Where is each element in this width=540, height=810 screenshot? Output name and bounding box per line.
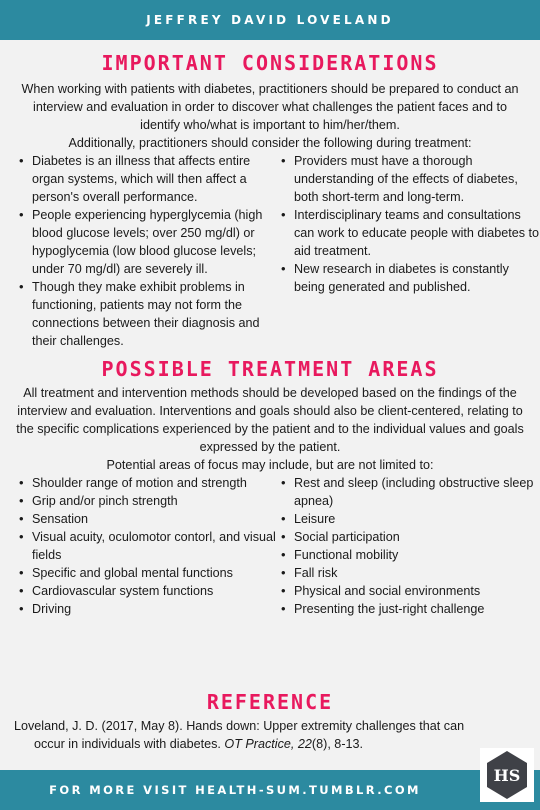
list-item: • Grip and/or pinch strength — [32, 492, 282, 510]
considerations-left-list — [18, 152, 272, 350]
reference-heading: REFERENCE — [206, 690, 334, 714]
header-bar — [0, 0, 540, 40]
considerations-intro: When working with patients with diabetes, practitioners should be prepared to conduct an interview and evaluation in order to discover what challenges the patient faces and to identify who/what is important to him/her/them. — [21, 82, 519, 132]
list-item: • Diabetes is an illness that affects entire organ systems, which will then affect a person's overall performance. — [32, 152, 272, 206]
considerations-heading: IMPORTANT CONSIDERATIONS — [101, 51, 439, 75]
list-item: • Rest and sleep (including obstructive sleep apnea) — [294, 474, 540, 510]
list-item: • Specific and global mental functions — [32, 564, 282, 582]
footer-link[interactable]: FOR MORE VISIT HEALTH-SUM.TUMBLR.COM — [49, 783, 421, 797]
reference-line-2-prefix: occur in individuals with diabetes. — [34, 737, 225, 751]
list-item: • Cardiovascular system functions — [32, 582, 282, 600]
reference-citation — [14, 717, 514, 753]
reference-line-2 — [14, 735, 514, 753]
list-item: • Interdisciplinary teams and consultations can work to educate people with diabetes to aid treatment. — [294, 206, 540, 260]
treatment-lead: Potential areas of focus may include, but are not limited to: — [106, 458, 434, 472]
reference-journal: OT Practice, 22 — [224, 737, 312, 751]
considerations-right-list — [280, 152, 540, 296]
list-item: • Providers must have a thorough understanding of the effects of diabetes, both short-term and long-term. — [294, 152, 540, 206]
list-item: • Though they make exhibit problems in functioning, patients may not form the connections between their diagnosis and their challenges. — [32, 278, 272, 350]
list-item: • People experiencing hyperglycemia (high blood glucose levels; over 250 mg/dl) or hypoglycemia (low blood glucose levels; under 70 mg/dl) are severely ill. — [32, 206, 272, 278]
reference-issue: (8), 8-13. — [311, 737, 364, 751]
list-item: • Shoulder range of motion and strength — [32, 474, 282, 492]
treatment-heading: POSSIBLE TREATMENT AREAS — [101, 357, 439, 381]
treatment-right-list — [280, 474, 540, 618]
list-item: • Visual acuity, oculomotor contorl, and visual fields — [32, 528, 282, 564]
reference-line-1: Loveland, J. D. (2017, May 8). Hands down: Upper extremity challenges that can — [14, 719, 465, 733]
list-item: • Functional mobility — [294, 546, 540, 564]
hs-logo — [480, 748, 534, 802]
list-item: • Social participation — [294, 528, 540, 546]
list-item: • Presenting the just-right challenge — [294, 600, 540, 618]
list-item: • Driving — [32, 600, 282, 618]
list-item: • Physical and social environments — [294, 582, 540, 600]
list-item: • Sensation — [32, 510, 282, 528]
list-item: • Leisure — [294, 510, 540, 528]
treatment-intro: All treatment and intervention methods should be developed based on the findings of the interview and evaluation. Interventions and goals should also be client-centered, relating to the specific complications experienced by the patient and to the individual values and goals expressed by the patient. — [16, 386, 524, 454]
considerations-lead: Additionally, practitioners should consider the following during treatment: — [68, 136, 472, 150]
treatment-left-list — [18, 474, 282, 618]
list-item: • New research in diabetes is constantly being generated and published. — [294, 260, 540, 296]
footer-bar — [0, 770, 540, 810]
author-name: JEFFREY DAVID LOVELAND — [146, 13, 394, 27]
list-item: • Fall risk — [294, 564, 540, 582]
logo-text: HS — [493, 766, 521, 785]
